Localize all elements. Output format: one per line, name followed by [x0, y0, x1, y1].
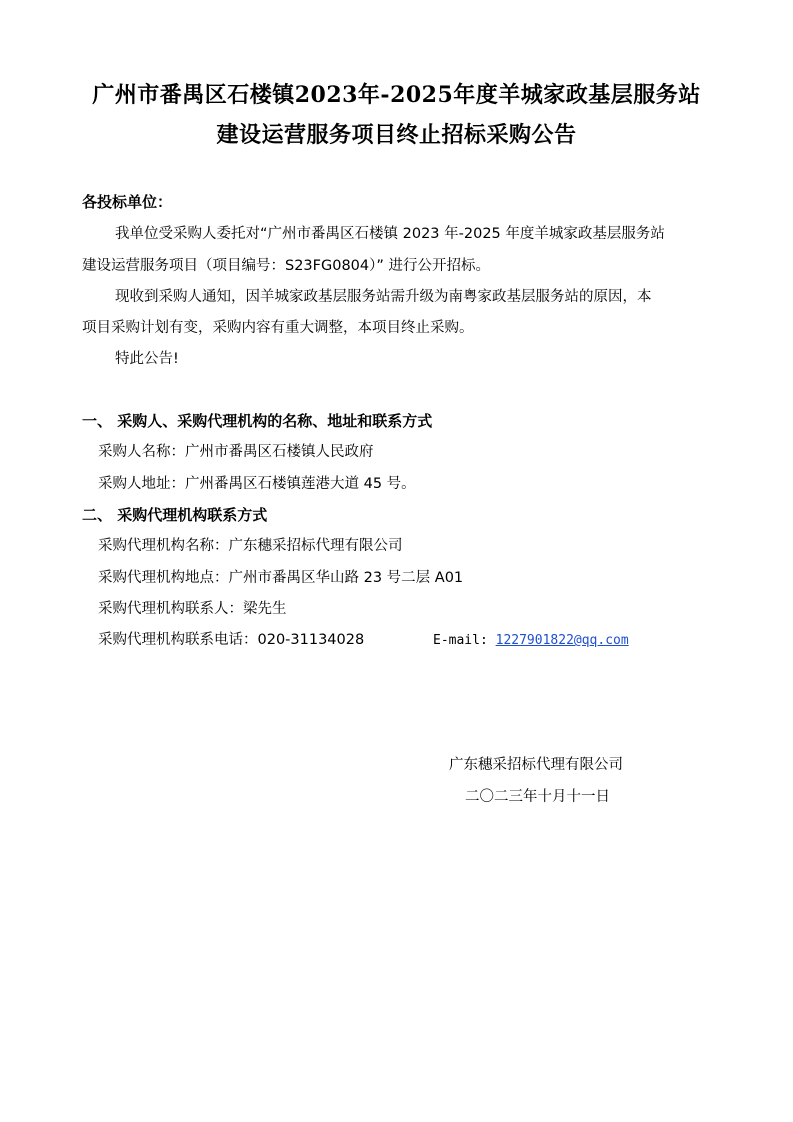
- agency-address: 采购代理机构地点：广州市番禺区华山路 23 号二层 A01: [98, 570, 464, 586]
- document-title-line-2: 建设运营服务项目终止招标采购公告: [216, 122, 577, 148]
- signature-company: 广东穗采招标代理有限公司: [449, 757, 623, 773]
- email-label: E-mail:: [433, 633, 488, 648]
- paragraph-1-line-2: 建设运营服务项目（项目编号：S23FG0804）” 进行公开招标。: [82, 258, 491, 274]
- section-1-heading: 一、 采购人、采购代理机构的名称、地址和联系方式: [82, 412, 433, 430]
- section-2-heading: 二、 采购代理机构联系方式: [82, 506, 268, 524]
- document-title-line-1: 广州市番禺区石楼镇2023年-2025年度羊城家政基层服务站: [92, 82, 701, 108]
- email-link[interactable]: 1227901822@qq.com: [495, 633, 629, 648]
- signature-date: 二〇二三年十月十一日: [465, 789, 610, 805]
- paragraph-2-line-1: 现收到采购人通知，因羊城家政基层服务站需升级为南粤家政基层服务站的原因，本: [115, 289, 652, 305]
- paragraph-2-line-2: 项目采购计划有变，采购内容有重大调整，本项目终止采购。: [82, 320, 474, 336]
- agency-contact: 采购代理机构联系人：梁先生: [98, 601, 287, 617]
- agency-name: 采购代理机构名称：广东穗采招标代理有限公司: [98, 538, 403, 554]
- purchaser-address: 采购人地址：广州番禺区石楼镇莲港大道 45 号。: [98, 476, 416, 492]
- greeting: 各投标单位：: [82, 193, 173, 211]
- email-row: [433, 631, 629, 651]
- purchaser-name: 采购人名称：广州市番禺区石楼镇人民政府: [98, 444, 374, 460]
- paragraph-1-line-1: 我单位受采购人委托对“广州市番禺区石楼镇 2023 年-2025 年度羊城家政基层服务站: [115, 226, 665, 242]
- closing-statement: 特此公告!: [115, 351, 179, 367]
- agency-phone: 采购代理机构联系电话：020-31134028: [98, 632, 365, 648]
